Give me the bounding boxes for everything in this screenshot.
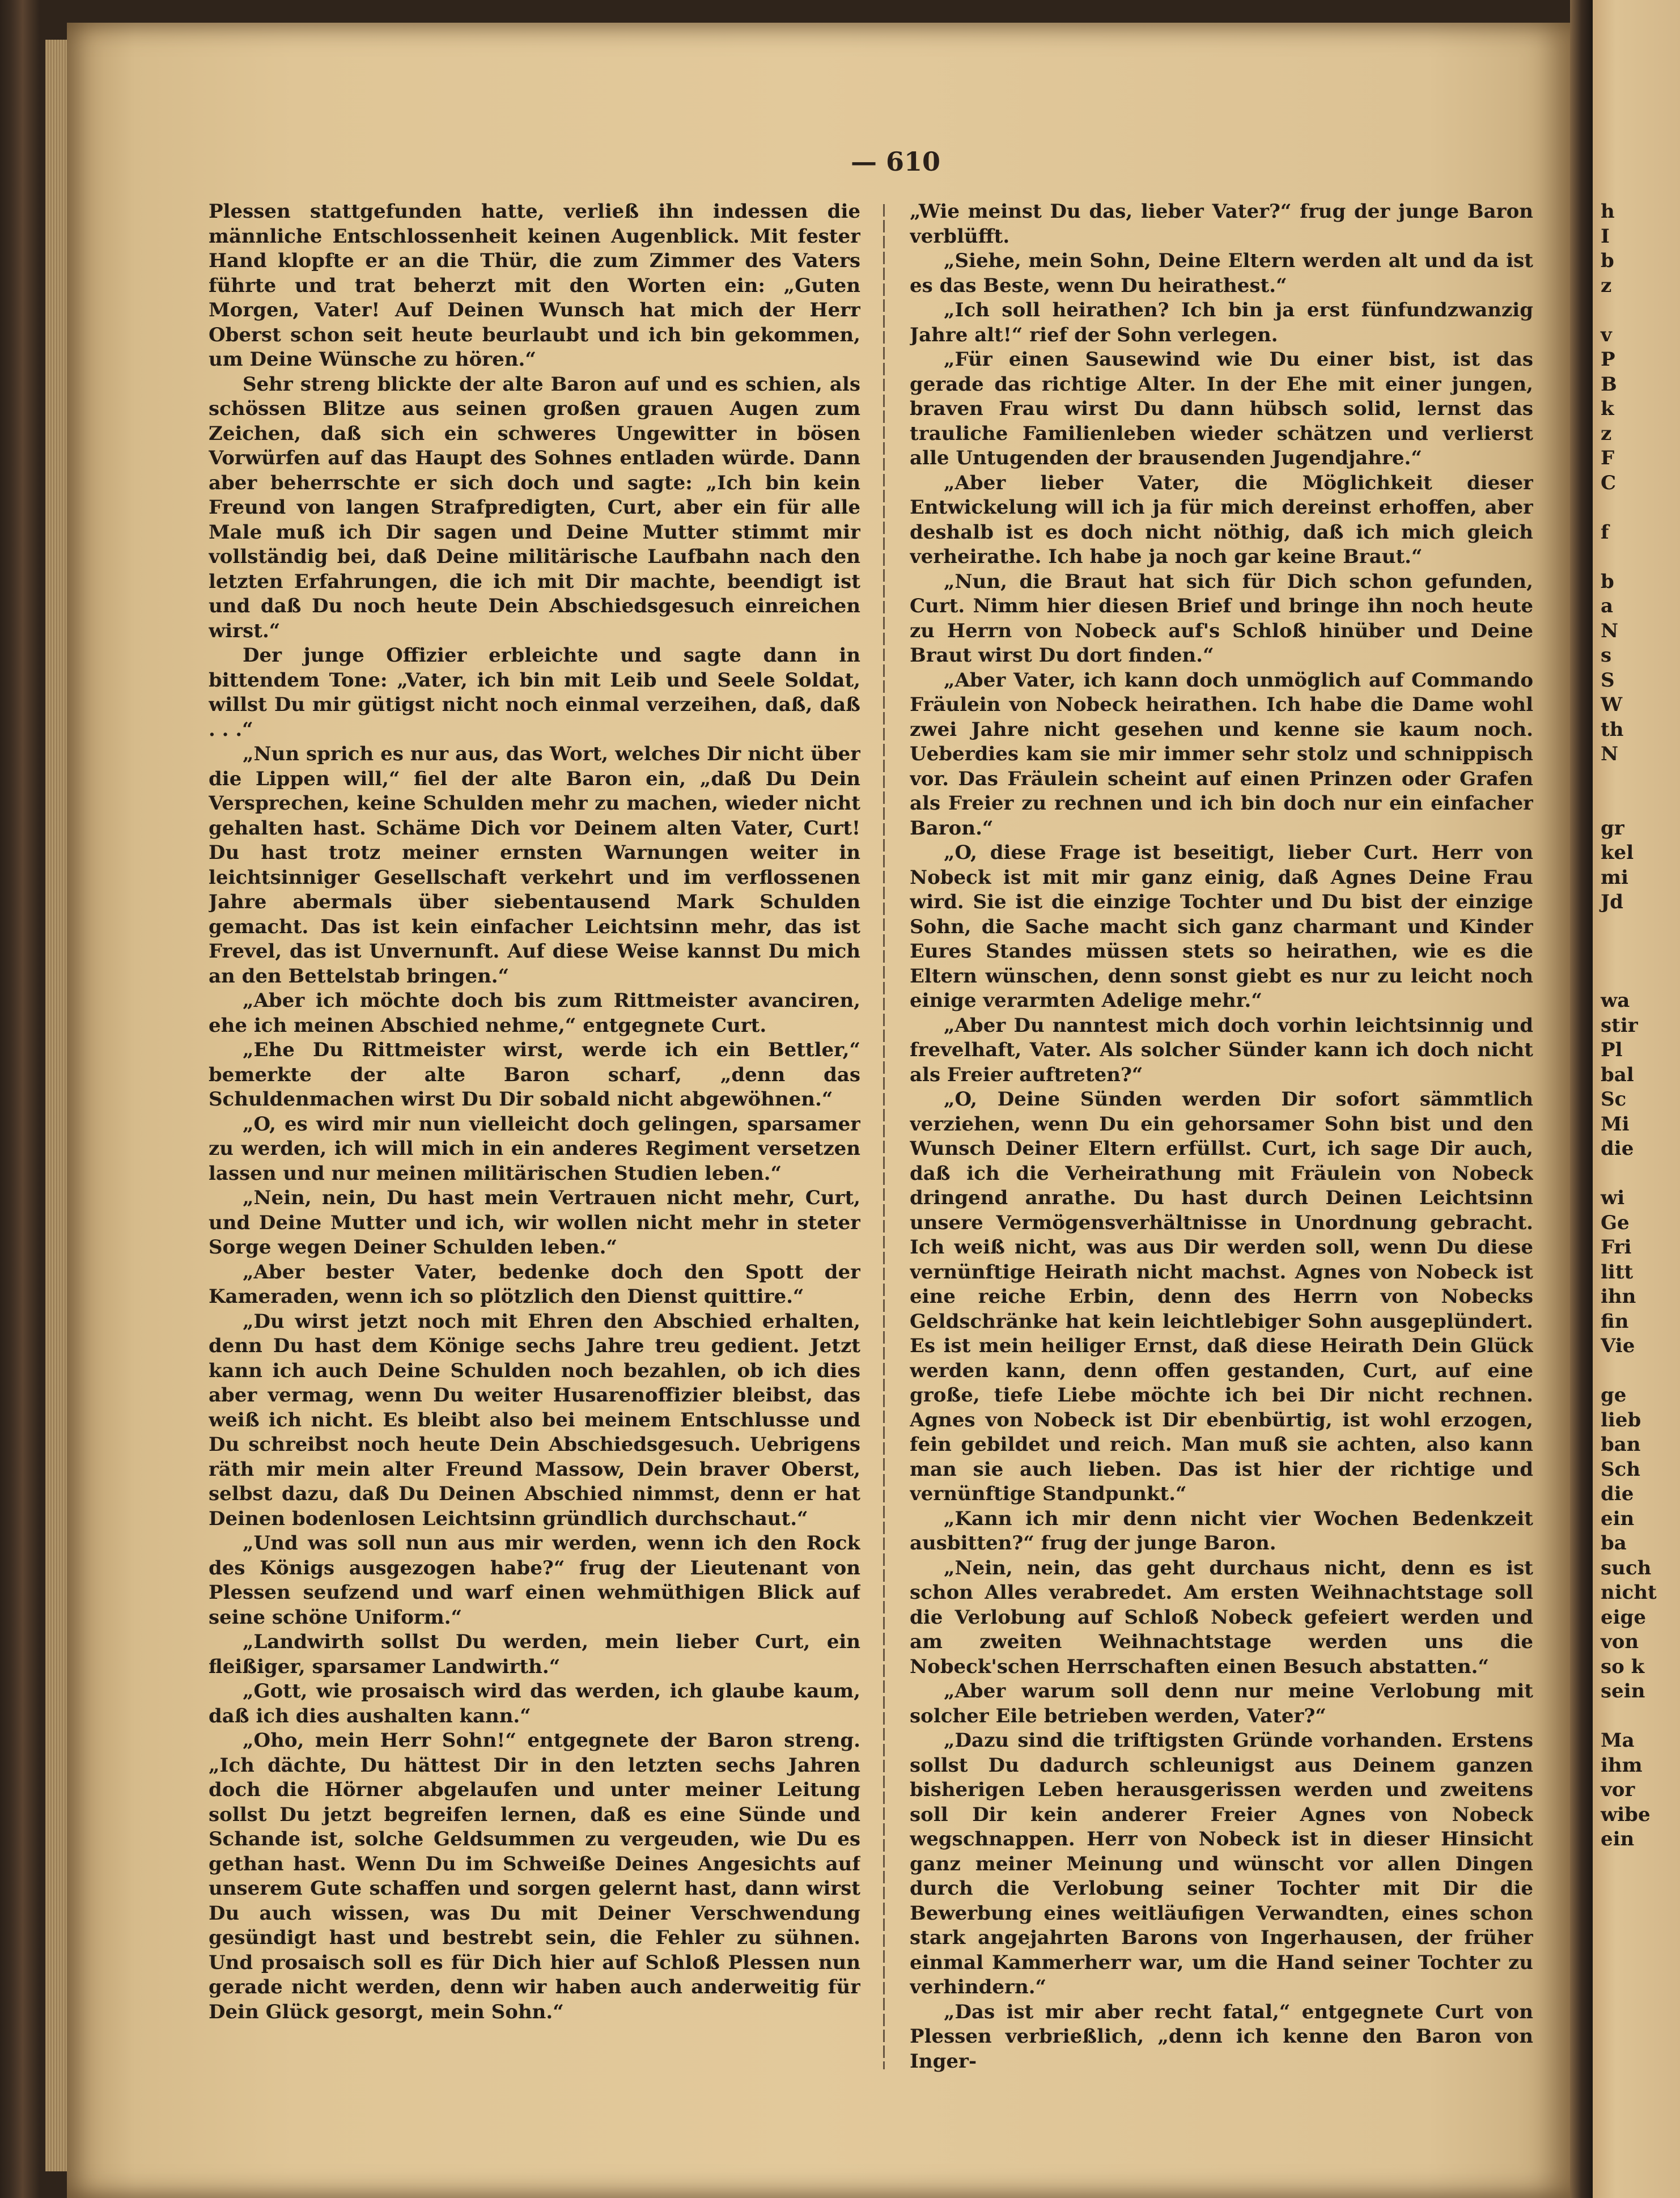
next-page-fragment [1601,939,1680,964]
paragraph: „Nein, nein, das geht durchaus nicht, denn es ist schon Alles verabredet. Am ersten Weihnachtstage soll die Verlobung auf Schloß Nobeck gefeiert werden und am zweiten Weihnachtstage werden uns die Nobeck'schen Herrschaften einen Besuch abstatten.“ [910,1556,1533,1678]
next-page-fragment [1601,1704,1680,1729]
paragraph: „Aber warum soll denn nur meine Verlobung mit solcher Eile betrieben werden, Vater?“ [910,1680,1533,1727]
next-page-fragment: Vie [1601,1335,1635,1357]
next-page-fragment: Jd [1601,891,1623,913]
next-page-fragment [1601,298,1680,323]
paragraph: „Aber ich möchte doch bis zum Rittmeister avanciren, ehe ich meinen Abschied nehme,“ entgegnete Curt. [209,989,860,1037]
next-page-fragment: b [1601,249,1614,272]
right-column [910,200,1533,2087]
paragraph: „O, es wird mir nun vielleicht doch gelingen, sparsamer zu werden, ich will mich in ein anderes Regiment versetzen lassen und nur meinen militärischen Studien leben.“ [209,1112,860,1185]
paragraph: „Wie meinst Du das, lieber Vater?“ frug der junge Baron verblüfft. [910,200,1533,248]
next-page-fragment: Sc [1601,1088,1627,1111]
paragraph: „O, diese Frage ist beseitigt, lieber Curt. Herr von Nobeck ist mit mir ganz einig, daß Agnes Deine Frau wird. Sie ist die einzige Tochter und Du bist der einzige Sohn, die Sache macht sich ganz charmant und Kinder Eures Standes müssen stets so heirathen, wie es die Eltern wünschen, denn sonst giebt es nur zu leicht noch einige verarmten Adelige mehr.“ [910,841,1533,1012]
paragraph: „Siehe, mein Sohn, Deine Eltern werden alt und da ist es das Beste, wenn Du heirathest.“ [910,249,1533,297]
next-page-fragment: ihm [1601,1754,1643,1777]
next-page-fragment: F [1601,447,1615,469]
next-page-fragment: P [1601,348,1615,371]
paragraph: „Aber lieber Vater, die Möglichkeit dieser Entwickelung will ich ja für mich dereinst erhoffen, aber deshalb ist es doch nicht nöthig, daß ich mich gleich verheirathe. Ich habe ja noch gar keine Braut.“ [910,471,1533,568]
next-page-edge [1593,0,1680,2198]
next-page-fragment: C [1601,471,1617,494]
next-page-fragment: Ge [1601,1211,1630,1234]
next-page-fragment: Mi [1601,1112,1630,1136]
column-rule [883,204,885,2069]
next-page-fragment [1601,1359,1680,1384]
paragraph: „Aber Vater, ich kann doch unmöglich auf Commando Fräulein von Nobeck heirathen. Ich habe die Dame wohl zwei Jahre nicht gesehen und kenne sie kaum noch. Ueberdies kam sie mir immer sehr stolz und schnippisch vor. Das Fräulein scheint auf einen Prinzen oder Grafen als Freier zu rechnen und ich bin doch nur ein einfacher Baron.“ [910,668,1533,840]
next-page-fragment: wibe [1601,1803,1651,1826]
paragraph: „Dazu sind die triftigsten Gründe vorhanden. Erstens sollst Du dadurch schleunigst aus Deinem ganzen bisherigen Leben herausgerissen werden und zweitens soll Dir kein anderer Freier Agnes von Nobeck wegschnappen. Herr von Nobeck ist in dieser Hinsicht ganz meiner Meinung und wünscht vor allen Dingen durch die Verlobung seiner Tochter mit Dir die Bewerbung eines weitläufigen Verwandten, eines schon stark angejahrten Barons von Ingerhausen, der früher einmal Kammerherr war, um die Hand seiner Tochter zu verhindern.“ [910,1729,1533,1998]
next-page-fragment [1601,964,1680,989]
next-page-fragment [1601,791,1680,816]
next-page-fragment: wi [1601,1187,1625,1209]
next-page-fragment: z [1601,274,1612,297]
next-page-fragment: th [1601,718,1624,741]
next-page-fragment: gr [1601,816,1624,840]
paragraph: „Für einen Sausewind wie Du einer bist, ist das gerade das richtige Alter. In der Ehe mit einer jungen, braven Frau wirst Du dann hübsch solid, lernst das trauliche Familienleben wieder schätzen und verlierst alle Untugenden der brausenden Jugendjahre.“ [910,348,1533,469]
next-page-fragment: eige [1601,1606,1646,1629]
next-page-fragment: bal [1601,1063,1634,1086]
paragraph: Sehr streng blickte der alte Baron auf und es schien, als schössen Blitze aus seinen großen grauen Augen zum Zeichen, daß sich ein schweres Ungewitter in bösen Vorwürfen auf das Haupt des Sohnes entladen würde. Dann aber beherrschte er sich doch und sagte: „Ich bin kein Freund von langen Strafpredigten, Curt, aber ein für alle Male muß ich Dir sagen und Deine Mutter stimmt mir vollständig bei, daß Deine militärische Laufbahn nach den letzten Erfahrungen, die ich mit Dir machte, beendigt ist und daß Du noch heute Dein Abschiedsgesuch einreichen wirst.“ [209,372,860,642]
next-page-fragment: kel [1601,841,1634,864]
next-page-fragment: ge [1601,1384,1627,1407]
paragraph: „Aber bester Vater, bedenke doch den Spott der Kameraden, wenn ich so plötzlich den Dienst quittire.“ [209,1260,860,1308]
next-page-fragment: lieb [1601,1408,1641,1432]
paragraph: „Oho, mein Herr Sohn!“ entgegnete der Baron streng. „Ich dächte, Du hättest Dir in den letzten sechs Jahren doch die Hörner abgelaufen und unter meiner Leitung sollst Du jetzt begreifen lernen, daß es eine Sünde und Schande ist, solche Geldsummen zu vergeuden, wie Du es gethan hast. Wenn Du im Schweiße Deines Angesichts auf unserem Gute schaffen und sorgen gelernt hast, dann wirst Du auch wissen, was Du mit Deiner Verschwendung gesündigt hast und bestrebt sein, die Fehler zu sühnen. Und prosaisch soll es für Dich hier auf Schloß Plessen nun gerade nicht werden, denn wir haben auch anderweitig für Dein Glück gesorgt, mein Sohn.“ [209,1729,860,2023]
next-page-fragment: litt [1601,1260,1634,1284]
next-page-fragment: b [1601,570,1614,593]
paragraph: „Das ist mir aber recht fatal,“ entgegnete Curt von Plessen verbrießlich, „denn ich kenne den Baron von Inger- [910,2000,1533,2073]
next-page-fragment: N [1601,743,1619,765]
book-spine [1570,0,1593,2198]
next-page-fragment: wa [1601,989,1630,1012]
paragraph: „Aber Du nanntest mich doch vorhin leichtsinnig und frevelhaft, Vater. Als solcher Sünder kann ich doch nicht als Freier auftreten?“ [910,1014,1533,1086]
next-page-fragment: vor [1601,1778,1635,1801]
next-page-fragment [1601,767,1680,792]
next-page-fragment: a [1601,595,1614,617]
paragraph: „Ich soll heirathen? Ich bin ja erst fünfundzwanzig Jahre alt!“ rief der Sohn verlegen. [910,299,1533,346]
paragraph: „Nun sprich es nur aus, das Wort, welches Dir nicht über die Lippen will,“ fiel der alte Baron ein, „daß Du Dein Versprechen, keine Schulden mehr zu machen, wieder nicht gehalten hast. Schäme Dich vor Deinem alten Vater, Curt! Du hast trotz meiner ernsten Warnungen weiter in leichtsinniger Gesellschaft verkehrt und im verflossenen Jahre abermals über siebentausend Mark Schulden gemacht. Das ist kein einfacher Leichtsinn mehr, das ist Frevel, das ist Unvernunft. Auf diese Weise kannst Du mich an den Bettelstab bringen.“ [209,743,860,988]
paragraph: „Landwirth sollst Du werden, mein lieber Curt, ein fleißiger, sparsamer Landwirth.“ [209,1630,860,1678]
page-number: — 610 [850,146,941,177]
paragraph: „Kann ich mir denn nicht vier Wochen Bedenkzeit ausbitten?“ frug der junge Baron. [910,1507,1533,1555]
next-page-fragment [1601,495,1680,520]
paragraph: „Du wirst jetzt noch mit Ehren den Abschied erhalten, denn Du hast dem Könige sechs Jahre treu gedient. Jetzt kann ich auch Deine Schulden noch bezahlen, ob ich dies aber vermag, wenn Du weiter Husarenoffizier bleibst, das weiß ich nicht. Es bleibt also bei meinem Entschlusse und Du schreibst noch heute Dein Abschiedsgesuch. Uebrigens räth mir mein alter Freund Massow, Dein braver Oberst, selbst dazu, daß Du Deinen Abschied nimmst, denn er hat Deinen bodenlosen Leichtsinn gründlich durchschaut.“ [209,1310,860,1530]
next-page-fragment: sein [1601,1680,1645,1703]
next-page-fragment: S [1601,668,1615,692]
next-page-fragment: nicht [1601,1581,1657,1604]
paragraph: „Und was soll nun aus mir werden, wenn ich den Rock des Königs ausgezogen habe?“ frug der Lieutenant von Plessen seufzend und warf einen wehmüthigen Blick auf seine schöne Uniform.“ [209,1532,860,1629]
next-page-fragment: B [1601,372,1617,396]
next-page-fragment: W [1601,693,1623,716]
next-page-fragment: such [1601,1556,1652,1579]
paragraph: „Nun, die Braut hat sich für Dich schon gefunden, Curt. Nimm hier diesen Brief und bringe ihn noch heute zu Herrn von Nobeck auf's Schloß hinüber und Deine Braut wirst Du dort finden.“ [910,570,1533,667]
next-page-fragment: f [1601,520,1609,544]
paragraph: „O, Deine Sünden werden Dir sofort sämmtlich verziehen, wenn Du ein gehorsamer Sohn bist und den Wunsch Deiner Eltern erfüllst. Curt, ich sage Dir auch, daß ich die Verheirathung mit Fräulein von Nobeck dringend anrathe. Du hast durch Deinen Leichtsinn unsere Vermögensverhältnisse in Unordnung gebracht. Ich weiß nicht, was aus Dir werden soll, wenn Du diese vernünftige Heirath nicht machst. Agnes von Nobeck ist eine reiche Erbin, denn des Herrn von Nobecks Geldschränke hat kein leichtlebiger Sohn ausgeplündert. Es ist mein heiliger Ernst, daß diese Heirath Dein Glück werden kann, denn offen gestanden, Curt, auf eine große, tiefe Liebe möchte ich bei Dir nicht rechnen. Agnes von Nobeck ist Dir ebenbürtig, ist wohl erzogen, fein gebildet und reich. Man muß sie achten, also kann man sie auch lieben. Das ist hier der richtige und vernünftige Standpunkt.“ [910,1088,1533,1505]
next-page-fragment: Pl [1601,1039,1623,1061]
next-page-fragment: Sch [1601,1458,1640,1481]
next-page-fragment: mi [1601,866,1628,889]
next-page-fragment [1601,915,1680,940]
paragraph: „Nein, nein, Du hast mein Vertrauen nicht mehr, Curt, und Deine Mutter und ich, wir wollen nicht mehr in steter Sorge wegen Deiner Schulden leben.“ [209,1187,860,1259]
next-page-fragment [1601,1162,1680,1187]
next-page-fragment: ba [1601,1532,1627,1555]
next-page-fragment: von [1601,1630,1639,1653]
paragraph: „Gott, wie prosaisch wird das werden, ich glaube kaum, daß ich dies aushalten kann.“ [209,1680,860,1727]
page-number-value: 610 [885,146,941,177]
next-page-column [1601,200,1680,1852]
next-page-fragment: N [1601,619,1619,642]
next-page-fragment: ban [1601,1433,1641,1456]
next-page-fragment: ein [1601,1828,1635,1850]
next-page-fragment: fin [1601,1310,1629,1333]
next-page-fragment: z [1601,422,1612,445]
page-edges [45,40,68,2171]
left-column [209,200,860,2087]
next-page-fragment: Ma [1601,1729,1635,1752]
next-page-fragment: I [1601,225,1610,248]
next-page-fragment: h [1601,200,1615,223]
next-page-fragment: die [1601,1137,1634,1160]
paragraph: Der junge Offizier erbleichte und sagte dann in bittendem Tone: „Vater, ich bin mit Leib und Seele Soldat, willst Du mir gütigst nicht noch einmal verzeihen, daß, daß . . .“ [209,644,860,741]
next-page-fragment: s [1601,644,1612,667]
next-page-fragment: die [1601,1483,1634,1505]
paragraph: Plessen stattgefunden hatte, verließ ihn indessen die männliche Entschlossenheit keinen Augenblick. Mit fester Hand klopfte er an die Thür, die zum Zimmer des Vaters führte und trat beherzt mit den Worten ein: „Guten Morgen, Vater! Auf Deinen Wunsch hat mich der Herr Oberst schon seit heute beurlaubt und ich bin gekommen, um Deine Wünsche zu hören.“ [209,200,860,371]
next-page-fragment: k [1601,397,1614,420]
next-page-fragment: stir [1601,1014,1638,1037]
next-page-fragment: ein [1601,1507,1635,1530]
paragraph: „Ehe Du Rittmeister wirst, werde ich ein Bettler,“ bemerkte der alte Baron scharf, „denn das Schuldenmachen wirst Du Dir sobald nicht abgewöhnen.“ [209,1039,860,1111]
next-page-fragment [1601,545,1680,570]
next-page-fragment: v [1601,323,1612,346]
next-page-fragment: Fri [1601,1236,1632,1259]
next-page-fragment: so k [1601,1655,1645,1678]
next-page-fragment: ihn [1601,1285,1636,1308]
